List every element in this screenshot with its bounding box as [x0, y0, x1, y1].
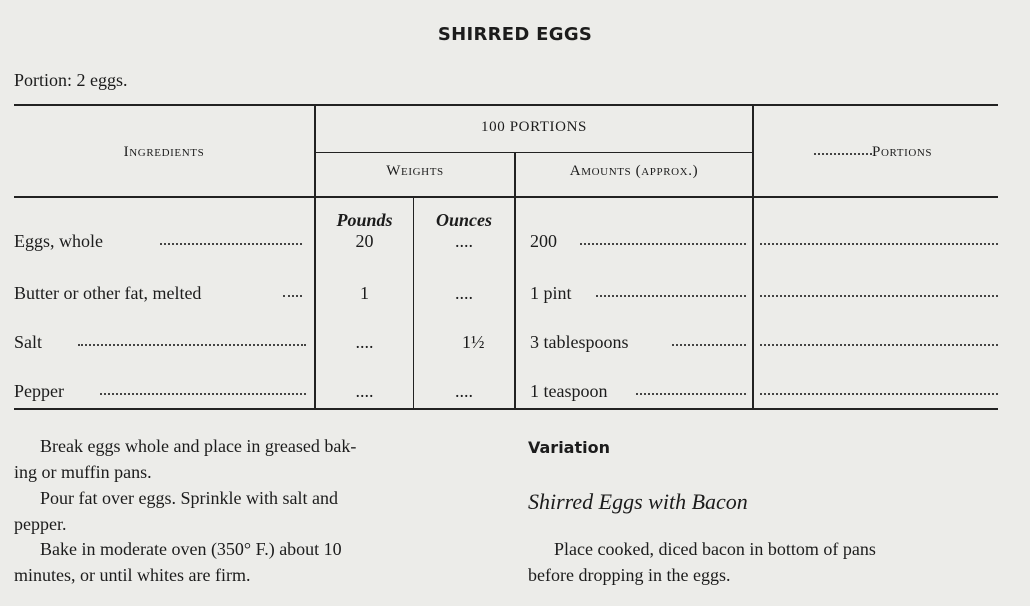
- amount-value: 1 teaspoon: [530, 381, 608, 401]
- rule-weights-right: [514, 152, 516, 409]
- ingredient-name: Eggs, whole: [14, 231, 103, 251]
- ingredient-leader: [78, 344, 306, 346]
- recipe-title: SHIRRED EGGS: [437, 24, 593, 45]
- amount-value: 200: [530, 231, 557, 251]
- amounts-header: Amounts (approx.): [569, 163, 699, 179]
- portions-leader: [760, 295, 998, 297]
- portions-header-leader: [814, 153, 872, 155]
- ingredient-leader: [283, 295, 302, 297]
- direction-line: pepper.: [14, 514, 67, 534]
- header-bottom-rule: [14, 196, 998, 198]
- pounds-value: ....: [355, 381, 374, 401]
- ingredients-header: Ingredients: [123, 144, 205, 160]
- group-header: 100 PORTIONS: [481, 119, 587, 135]
- direction-line: Bake in moderate oven (350° F.) about 10: [40, 539, 342, 559]
- portion-size: Portion: 2 eggs.: [14, 70, 128, 90]
- portions-leader: [760, 243, 998, 245]
- direction-paragraph: [14, 433, 494, 485]
- direction-line: ing or muffin pans.: [14, 462, 152, 482]
- ingredient-leader: [100, 393, 306, 395]
- rule-ingredients-right: [314, 104, 316, 409]
- amount-leader: [580, 243, 746, 245]
- amount-leader: [636, 393, 746, 395]
- pounds-value: ....: [355, 332, 374, 352]
- table-top-rule: [14, 104, 998, 106]
- group-header-rule: [315, 152, 752, 153]
- weights-header: Weights: [386, 163, 444, 179]
- ounces-header: Ounces: [435, 210, 492, 230]
- ounces-value: 1½: [462, 332, 485, 352]
- variation-line: before dropping in the eggs.: [528, 565, 731, 585]
- amount-value: 1 pint: [530, 283, 572, 303]
- direction-line: Break eggs whole and place in greased bak-: [40, 436, 357, 456]
- ounces-value: ....: [455, 231, 473, 251]
- amount-value: 3 tablespoons: [530, 332, 629, 352]
- ingredient-name: Butter or other fat, melted: [14, 283, 202, 303]
- ounces-value: ....: [455, 381, 473, 401]
- ingredient-name: Pepper: [14, 381, 64, 401]
- rule-amounts-right: [752, 104, 754, 409]
- pounds-header: Pounds: [336, 210, 393, 230]
- direction-paragraph: [14, 536, 494, 588]
- portions-header: Portions: [872, 144, 933, 160]
- variation-paragraph: [528, 536, 1008, 588]
- amount-leader: [596, 295, 746, 297]
- portions-leader: [760, 344, 998, 346]
- amount-leader: [672, 344, 746, 346]
- direction-line: minutes, or until whites are firm.: [14, 565, 251, 585]
- variation-line: Place cooked, diced bacon in bottom of pans: [554, 539, 876, 559]
- variation-title: Shirred Eggs with Bacon: [528, 489, 748, 514]
- ingredient-leader: [160, 243, 302, 245]
- ingredient-name: Salt: [14, 332, 43, 352]
- direction-paragraph: [14, 485, 494, 537]
- direction-line: Pour fat over eggs. Sprinkle with salt and: [40, 488, 338, 508]
- table-bottom-rule: [14, 408, 998, 410]
- portions-leader: [760, 393, 998, 395]
- pounds-value: 1: [360, 283, 369, 303]
- pounds-value: 20: [355, 231, 374, 251]
- variation-heading: Variation: [528, 438, 610, 457]
- ounces-value: ....: [455, 283, 473, 303]
